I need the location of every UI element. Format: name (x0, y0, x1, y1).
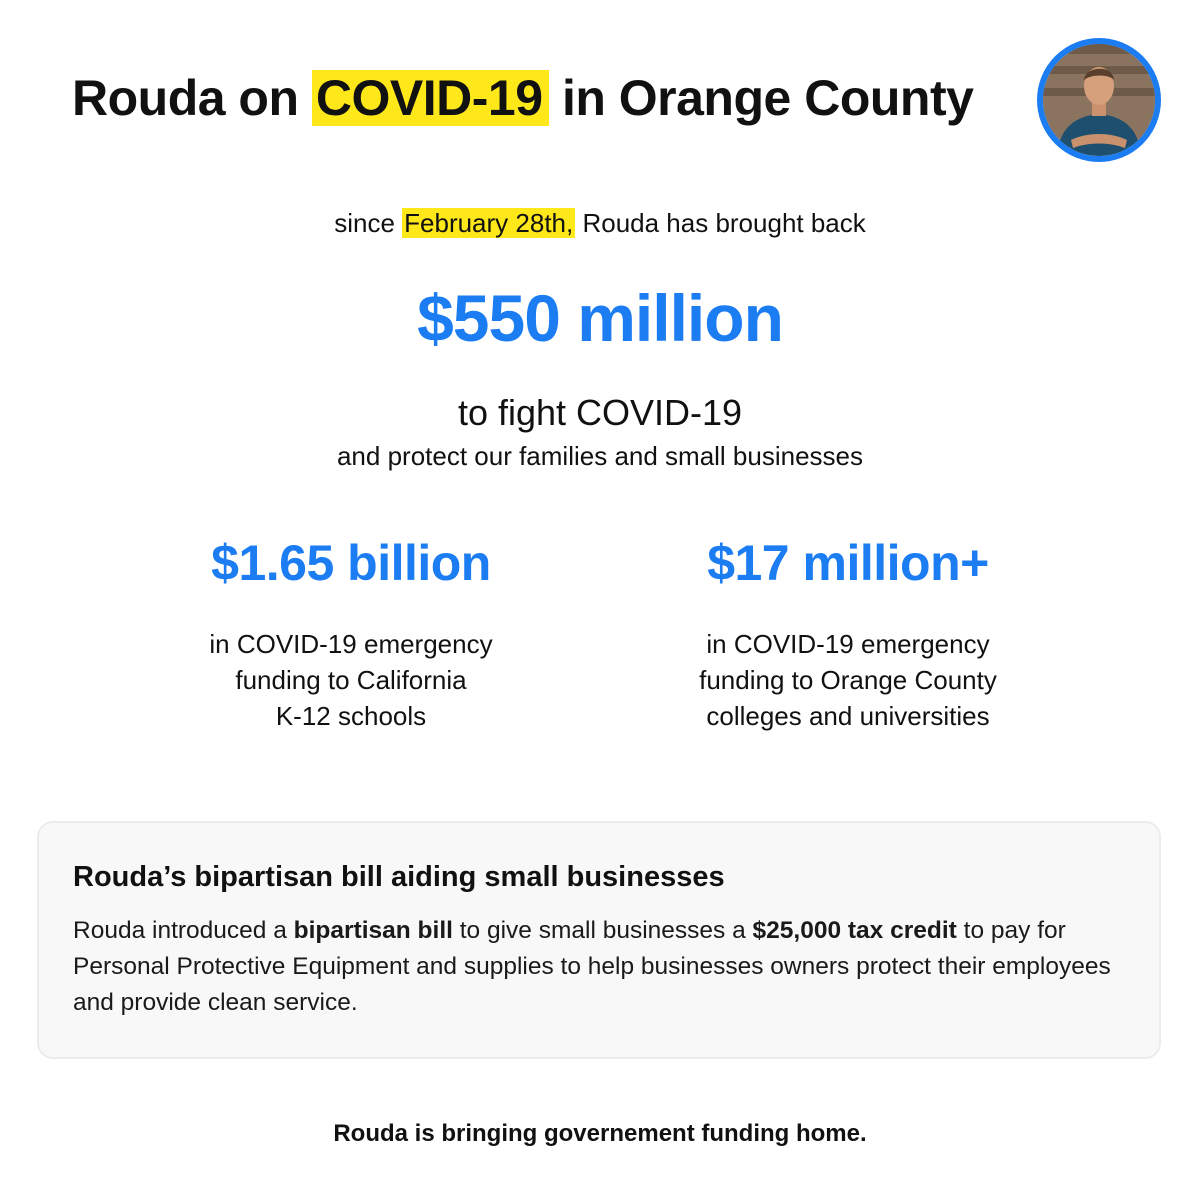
card-body-text: Rouda introduced a (73, 917, 294, 944)
stat-description (131, 626, 571, 734)
stat-amount: $1.65 billion (211, 535, 491, 591)
avatar (1037, 38, 1161, 162)
purpose-subline: and protect our families and small businesses (336, 441, 864, 471)
intro-date-highlight: February 28th, (404, 208, 574, 238)
intro-prefix: since (334, 208, 403, 238)
purpose-line: to fight COVID-19 (457, 392, 743, 433)
page-title (72, 66, 973, 130)
stat-description-line: in COVID-19 emergency (209, 629, 493, 659)
stat-description-line: funding to Orange County (699, 665, 997, 695)
stat-description-line: colleges and universities (706, 701, 990, 731)
footer-tagline: Rouda is bringing governement funding home. (333, 1120, 867, 1147)
card-body (73, 913, 1125, 1021)
title-highlight: COVID-19 (312, 70, 549, 126)
intro-line (0, 205, 1200, 241)
stat-description-line: funding to California (235, 665, 467, 695)
card-body-text: to pay for Personal Protective Equipment and supplies to help businesses owners protect their employees and provide clean service. (73, 917, 1111, 1016)
intro-suffix: Rouda has brought back (575, 208, 866, 238)
card-heading: Rouda’s bipartisan bill aiding small businesses (73, 861, 725, 893)
card-body-bold: bipartisan bill (293, 917, 453, 944)
title-prefix: Rouda on (72, 70, 312, 126)
stat-amount: $17 million+ (707, 535, 989, 591)
card-body-text: to give small businesses a (452, 917, 753, 944)
title-suffix: in Orange County (548, 70, 974, 126)
stat-description-line: K-12 schools (275, 701, 427, 731)
portrait-image (1043, 44, 1155, 156)
stat-schools (131, 533, 571, 734)
card-body-bold: $25,000 tax credit (752, 917, 957, 944)
bill-card (37, 821, 1161, 1059)
stat-colleges (628, 533, 1068, 734)
headline-amount: $550 million (417, 281, 783, 355)
stat-description (628, 626, 1068, 734)
stat-description-line: in COVID-19 emergency (706, 629, 990, 659)
